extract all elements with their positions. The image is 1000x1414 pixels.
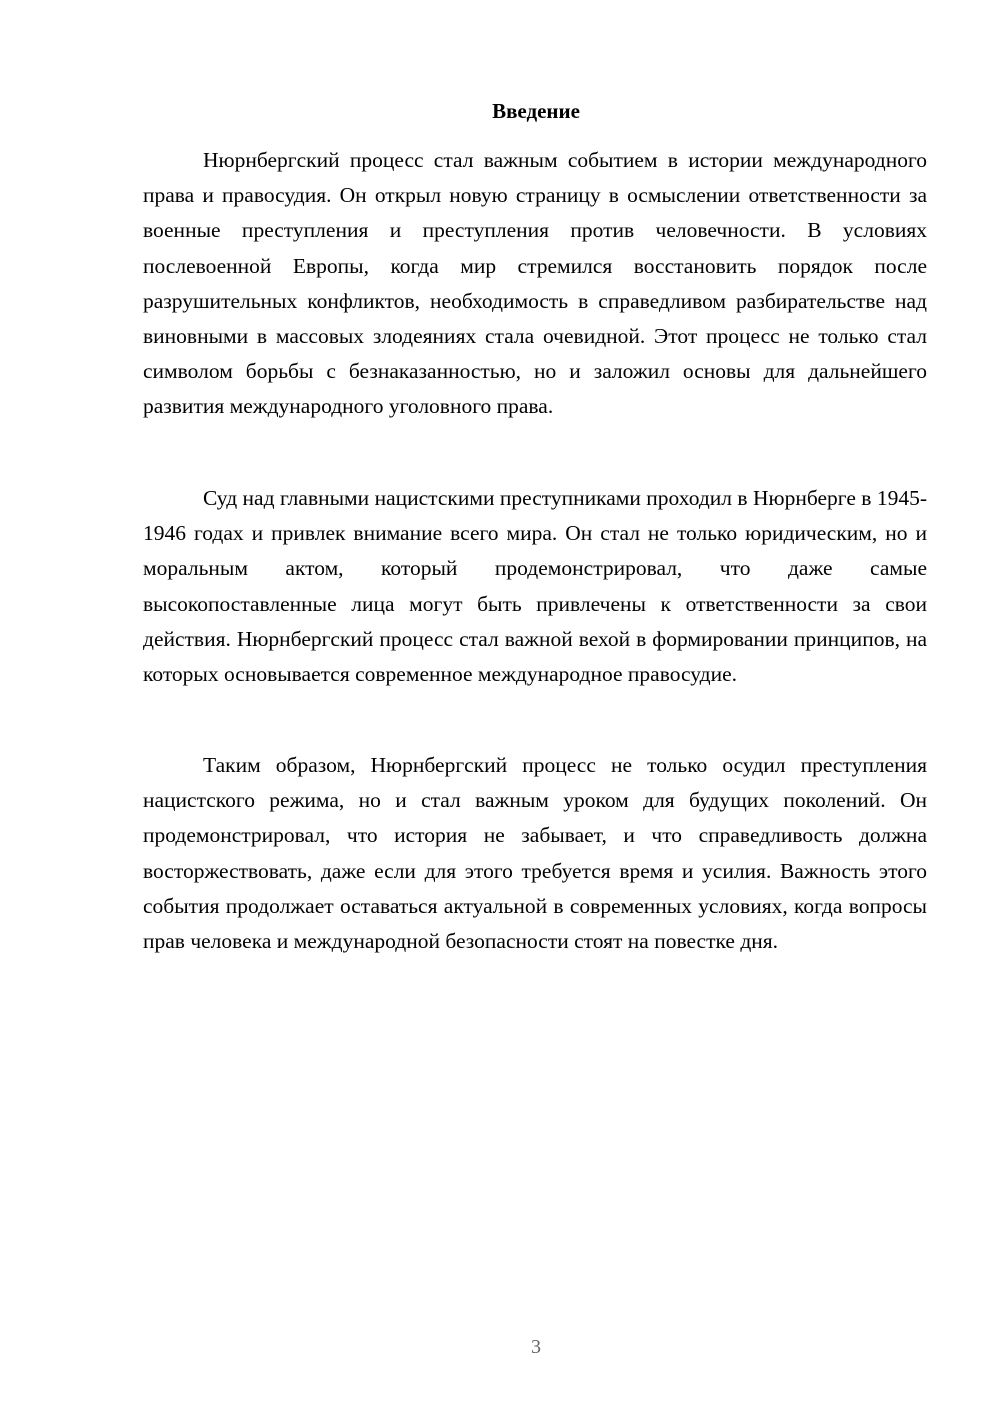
paragraph-2: Суд над главными нацистскими преступниками проходил в Нюрнберге в 1945-1946 годах и привлек внимание всего мира. Он стал не только юридическим, но и моральным актом, который продемонстрировал, что даже самые высокопоставленные лица могут быть привлечены к ответственности за свои действия. Нюрнбергский процесс стал важной вехой в формировании принципов, на которых основывается современное международное правосудие. xyxy=(143,486,927,687)
paragraph-1: Нюрнбергский процесс стал важным событием в истории международного права и правосудия. Он открыл новую страницу в осмыслении ответственности за военные преступления и преступления против человечности. В условиях послевоенной Европы, когда мир стремился восстановить порядок после разрушительных конфликтов, необходимость в справедливом разбирательстве над виновными в массовых злодеяниях стала очевидной. Этот процесс не только стал символом борьбы с безнаказанностью, но и заложил основы для дальнейшего развития международного уголовного права. xyxy=(143,148,927,419)
page-number: 3 xyxy=(531,1336,541,1358)
paragraph-3: Таким образом, Нюрнбергский процесс не только осудил преступления нацистского режима, но и стал важным уроком для будущих поколений. Он продемонстрировал, что история не забывает, и что справедливость должна восторжествовать, даже если для этого требуется время и усилия. Важность этого события продолжает оставаться актуальной в современных условиях, когда вопросы прав человека и международной безопасности стоят на повестке дня. xyxy=(143,753,927,954)
page-title: Введение xyxy=(492,99,580,123)
